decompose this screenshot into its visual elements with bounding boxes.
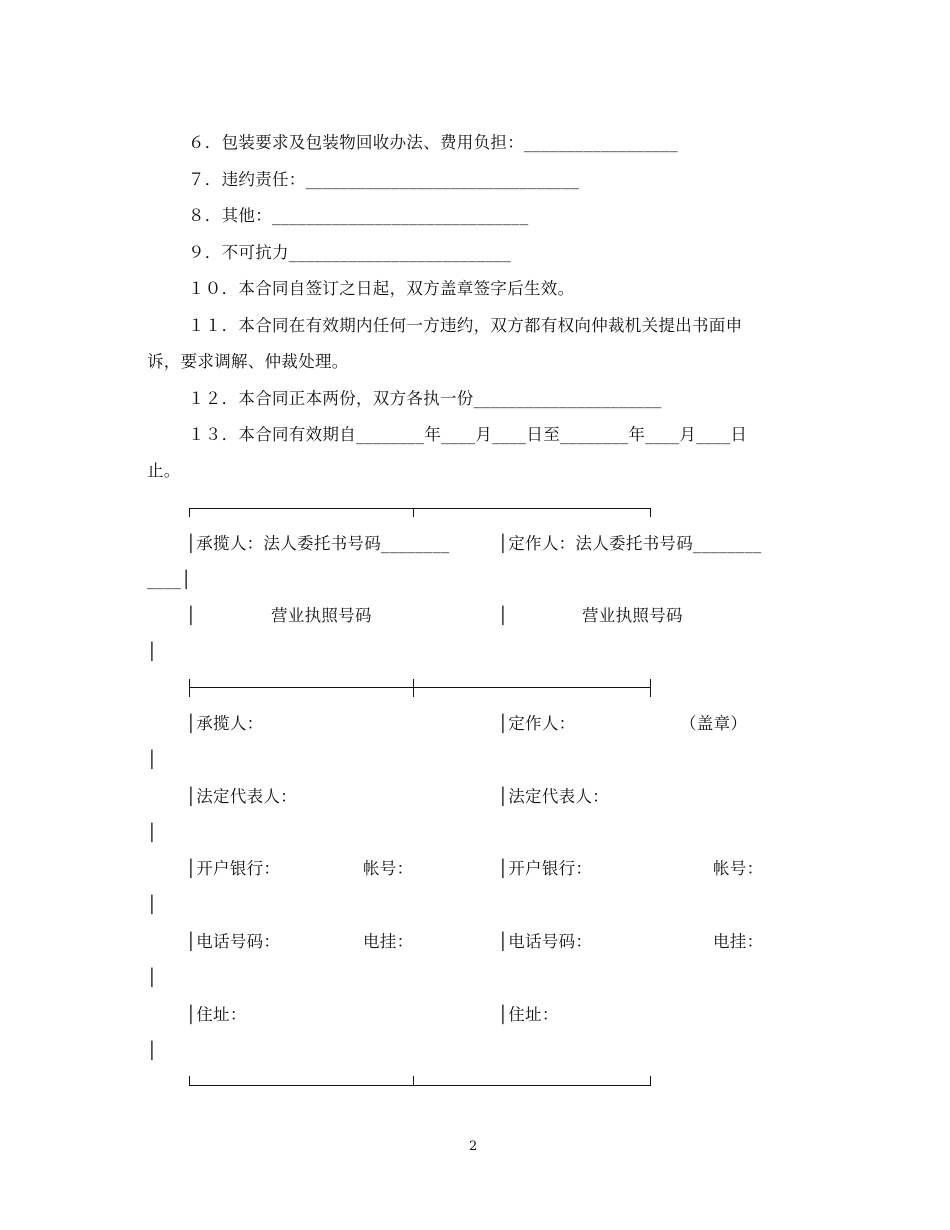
customer-label: │定作人： (498, 714, 576, 733)
clause-8: ８．其他：______________________________ (188, 206, 529, 225)
contractor-phone: │电话号码： (186, 932, 281, 951)
cell-border: │ (147, 750, 158, 769)
cell-border: │ (186, 606, 197, 625)
table-junction (650, 679, 651, 697)
contractor-label: │承揽人： (186, 714, 264, 733)
customer-delegation-number: │定作人：法人委托书号码________ (498, 534, 762, 553)
table-corner (189, 1076, 190, 1086)
contractor-legal-rep: │法定代表人： (186, 787, 298, 806)
contractor-license-number: 营业执照号码 (271, 606, 372, 625)
customer-bank: │开户银行： (498, 859, 593, 878)
table-bottom-border (189, 1085, 651, 1086)
clause-13-continued: 止。 (147, 461, 181, 480)
row-continuation: ____│ (147, 570, 192, 589)
seal-label: （盖章） (680, 714, 748, 733)
customer-account: 帐号： (713, 859, 764, 878)
customer-phone: │电话号码： (498, 932, 593, 951)
clause-13: １３．本合同有效期自________年____月____日至________年____月____日 (188, 425, 748, 444)
customer-license-number: 营业执照号码 (582, 606, 683, 625)
table-corner (650, 1076, 651, 1086)
clause-9: ９．不可抗力__________________________ (188, 243, 512, 262)
table-junction (413, 679, 414, 697)
clause-7: ７．违约责任：________________________________ (188, 170, 580, 189)
table-corner (650, 508, 651, 517)
table-top-border (189, 508, 651, 509)
cell-border: │ (147, 642, 158, 661)
contractor-telex: 电挂： (363, 932, 414, 951)
contractor-delegation-number: │承揽人：法人委托书号码________ (186, 534, 450, 553)
table-middle-border (189, 687, 651, 688)
cell-border: │ (498, 606, 509, 625)
contractor-bank: │开户银行： (186, 859, 281, 878)
customer-telex: 电挂： (713, 932, 764, 951)
clause-11: １１．本合同在有效期内任何一方违约，双方都有权向仲裁机关提出书面申 (188, 316, 743, 335)
cell-border: │ (147, 968, 158, 987)
contractor-account: 帐号： (363, 859, 414, 878)
contractor-address: │住址： (186, 1005, 247, 1024)
cell-border: │ (147, 1041, 158, 1060)
cell-border: │ (147, 895, 158, 914)
table-divider-tick (413, 1076, 414, 1086)
clause-11-continued: 诉，要求调解、仲裁处理。 (147, 352, 349, 371)
clause-10: １０．本合同自签订之日起，双方盖章签字后生效。 (188, 279, 575, 298)
clause-6: ６．包装要求及包装物回收办法、费用负担：__________________ (188, 133, 678, 152)
page-number: 2 (469, 1139, 478, 1154)
customer-address: │住址： (498, 1005, 559, 1024)
table-corner (189, 508, 190, 517)
table-divider-tick (413, 508, 414, 517)
clause-12: １２．本合同正本两份，双方各执一份______________________ (188, 389, 662, 408)
cell-border: │ (147, 823, 158, 842)
table-junction (189, 679, 190, 697)
customer-legal-rep: │法定代表人： (498, 787, 610, 806)
